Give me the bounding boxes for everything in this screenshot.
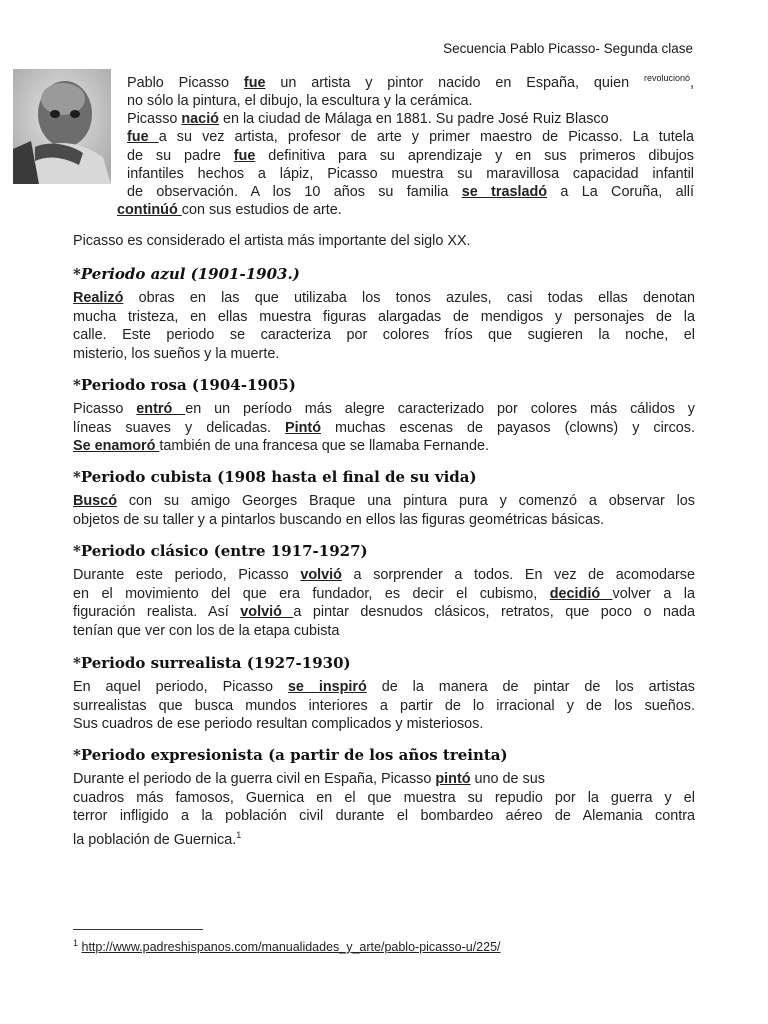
highlighted-verb: se inspiró <box>287 679 367 695</box>
text-line <box>73 678 695 697</box>
text-segment: volver a la <box>612 585 696 602</box>
text-line <box>73 326 695 345</box>
section-title: *Periodo cubista (1908 hasta el final de su vida) <box>73 468 477 486</box>
section-text <box>73 566 695 640</box>
text-segment: en un período más alegre caracterizado por colores más cálidos y <box>185 401 695 417</box>
section-title: *Periodo rosa (1904-1905) <box>73 376 296 394</box>
text-line <box>73 770 695 789</box>
text-line <box>73 289 695 308</box>
section-periodo-rosa <box>73 376 695 456</box>
text-line <box>73 511 695 530</box>
text-line <box>73 789 695 808</box>
section-periodo-surrealista <box>73 654 695 734</box>
text-segment: la población de Guernica. <box>73 831 237 848</box>
document-header: Secuencia Pablo Picasso- Segunda clase <box>443 41 693 56</box>
section-title: *Periodo clásico (entre 1917-1927) <box>73 542 368 560</box>
section-text <box>73 400 695 456</box>
text-line <box>127 110 694 128</box>
text-segment: no sólo la pintura, el dibujo, la escultura y la cerámica. <box>127 93 473 109</box>
text-line <box>73 492 695 511</box>
footnote-divider <box>73 929 203 930</box>
highlighted-verb: Buscó <box>73 493 117 509</box>
text-line <box>127 183 694 201</box>
text-line <box>117 201 694 219</box>
text-segment: terror infligido a la población civil durante el bombardeo aéreo de Alemania contra <box>73 808 695 825</box>
highlighted-verb: pintó <box>435 771 471 787</box>
text-segment: de su padre <box>127 147 234 164</box>
highlighted-verb: Realizó <box>73 290 124 306</box>
text-segment: Sus cuadros de ese periodo resultan complicados y misteriosos. <box>73 716 484 733</box>
footnote <box>73 938 501 954</box>
text-line <box>73 603 695 622</box>
text-line <box>73 826 695 849</box>
text-line <box>73 400 695 419</box>
highlighted-verb: nació <box>181 111 219 128</box>
footnote-reference: 1 <box>236 829 242 840</box>
text-segment: muchas escenas de payasos (clowns) y circos. <box>321 419 695 436</box>
text-line <box>73 622 695 641</box>
highlighted-verb: fue <box>243 74 266 91</box>
text-segment: uno de sus <box>470 771 545 787</box>
highlighted-verb: volvió <box>240 604 294 621</box>
text-line <box>127 92 694 110</box>
section-periodo-clasico <box>73 542 695 640</box>
text-segment: objetos de su taller y a pintarlos buscando en ellos las figuras geométricas básicas. <box>73 511 605 528</box>
text-segment: surrealistas que busca mundos interiores a partir de lo irracional y de los sueños. <box>73 697 695 714</box>
text-line <box>73 715 695 734</box>
section-text <box>73 770 695 849</box>
highlighted-verb: volvió <box>300 567 342 583</box>
text-segment: Picasso <box>73 401 137 417</box>
text-segment: cuadros más famosos, Guernica en el que muestra su repudio por la guerra y el <box>73 789 695 806</box>
section-periodo-cubista <box>73 468 695 529</box>
text-segment: tenían que ver con los de la etapa cubista <box>73 622 340 639</box>
text-line <box>127 128 694 146</box>
text-segment: figuración realista. Así <box>73 604 241 621</box>
text-segment: a sorprender a todos. En vez de acomodarse <box>341 567 695 583</box>
text-segment: en el movimiento del que era fundador, es decir el cubismo, <box>73 585 550 602</box>
text-segment: , <box>690 74 694 91</box>
text-segment: calle. Este periodo se caracteriza por colores fríos que sugieren la noche, el <box>73 327 695 344</box>
text-segment: en la ciudad de Málaga en 1881. Su padre José Ruiz Blasco <box>218 111 609 128</box>
text-segment: definitiva para su aprendizaje y en sus primeros dibujos <box>255 147 694 164</box>
footnote-marker: 1 <box>73 938 79 948</box>
text-line <box>73 807 695 826</box>
section-text <box>73 678 695 734</box>
text-line <box>73 437 695 456</box>
picasso-portrait-photo <box>13 69 111 184</box>
section-periodo-azul <box>73 265 695 363</box>
footnote-reference: revolucionó <box>643 73 690 83</box>
highlighted-verb: decidió <box>549 585 613 602</box>
text-line <box>73 345 695 364</box>
highlighted-verb: fue <box>127 129 159 146</box>
text-segment: Durante el periodo de la guerra civil en España, Picasso <box>73 771 436 787</box>
text-line <box>73 585 695 604</box>
highlighted-verb: fue <box>233 147 256 164</box>
text-segment: Pablo Picasso <box>127 74 244 91</box>
text-segment: con sus estudios de arte. <box>181 202 342 219</box>
highlighted-verb: se trasladó <box>461 184 548 201</box>
text-segment: a pintar desnudos clásicos, retratos, que poco o nada <box>293 604 695 621</box>
text-segment: a La Coruña, allí <box>547 184 694 201</box>
text-segment: Durante este periodo, Picasso <box>73 567 301 583</box>
text-segment: con su amigo Georges Braque una pintura pura y comenzó a observar los <box>116 493 695 509</box>
text-segment: obras en las que utilizaba los tonos azules, casi todas ellas denotan <box>123 290 695 306</box>
text-segment: líneas suaves y delicadas. <box>73 419 286 436</box>
text-segment: a su vez artista, profesor de arte y primer maestro de Picasso. La tutela <box>158 129 694 146</box>
main-statement: Picasso es considerado el artista más importante del siglo XX. <box>73 233 471 249</box>
text-segment: mucha tristeza, en ellas muestra figuras alargadas de mendigos y personajes de la <box>73 308 695 325</box>
text-segment: también de una francesa que se llamaba Fernande. <box>159 438 489 455</box>
text-line <box>73 697 695 716</box>
footnote-link[interactable]: http://www.padreshispanos.com/manualidades_y_arte/pablo-picasso-u/225/ <box>81 940 501 955</box>
text-segment: misterio, los sueños y la muerte. <box>73 345 280 362</box>
section-text <box>73 289 695 363</box>
text-line <box>127 147 694 165</box>
highlighted-verb: continúó <box>117 202 182 219</box>
section-text <box>73 492 695 529</box>
section-title: *Periodo expresionista (a partir de los años treinta) <box>73 746 508 764</box>
text-line <box>73 566 695 585</box>
section-title: *Periodo azul (1901-1903.) <box>73 265 300 283</box>
highlighted-verb: Se enamoró <box>73 438 160 455</box>
text-segment: un artista y pintor nacido en España, quien <box>265 74 644 91</box>
text-segment: de observación. A los 10 años su familia <box>127 184 462 201</box>
highlighted-verb: entró <box>136 401 186 417</box>
text-line <box>127 165 694 183</box>
text-line <box>73 419 695 438</box>
text-segment: En aquel periodo, Picasso <box>73 679 288 695</box>
section-periodo-expresionista <box>73 746 695 849</box>
highlighted-verb: Pintó <box>285 419 321 436</box>
text-segment: de la manera de pintar de los artistas <box>366 679 695 695</box>
text-segment: infantiles hechos a lápiz, Picasso muestra su maravillosa capacidad infantil <box>127 165 694 182</box>
text-segment: Picasso <box>127 111 182 128</box>
intro-paragraph <box>117 69 694 219</box>
text-line <box>73 308 695 327</box>
section-title: *Periodo surrealista (1927-1930) <box>73 654 351 672</box>
text-line <box>127 69 694 92</box>
